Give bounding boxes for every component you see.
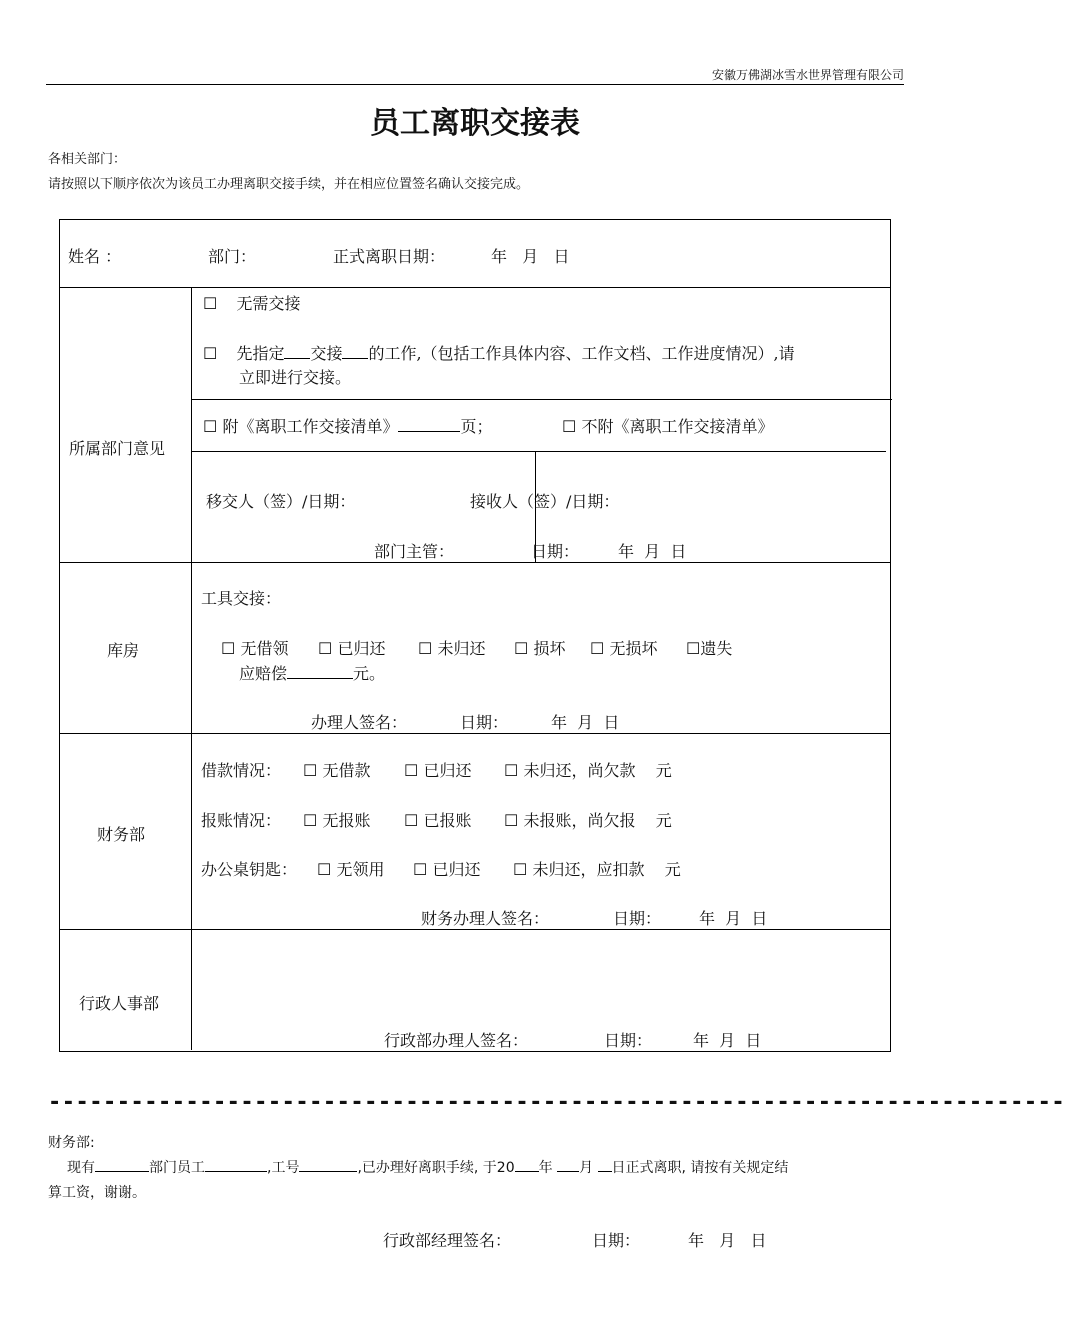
tool-option-damaged[interactable] [514,636,565,659]
tool-option-none[interactable] [221,636,288,659]
desk-key-label: 办公桌钥匙： [201,860,298,879]
supervisor-date-label: 日期： [531,542,580,561]
checkbox[interactable]: ☐ [203,294,218,313]
row-divider [59,929,890,930]
no-handover-label: 无需交接 [236,294,301,313]
warehouse-date-label: 日期： [460,713,509,732]
option-label: 未归还，尚欠款 元 [523,761,672,780]
reimb-option-none[interactable] [303,808,370,831]
admin-date-ymd: 年 月 日 [693,1031,762,1050]
checkbox[interactable]: ☐ [303,811,318,830]
key-option-not-returned[interactable] [513,857,681,880]
employee-name-field[interactable] [205,1156,267,1172]
tool-option-not-returned[interactable] [418,636,485,659]
column-divider [191,287,192,1050]
checkbox[interactable]: ☐ [590,639,605,658]
leave-date-ymd: 年 月 日 [491,247,570,266]
option-label: 未归还 [437,639,486,658]
key-option-returned[interactable] [413,857,480,880]
attach-label: 附《离职工作交接清单》 [222,417,399,436]
loan-option-none[interactable] [303,758,370,781]
month-field[interactable] [557,1156,579,1172]
tools-handover-label: 工具交接： [201,589,282,608]
loan-option-outstanding[interactable] [504,758,672,781]
option-label: 无借款 [322,761,371,780]
finance-label: 财务部 [97,825,146,844]
page-title: 员工离职交接表 [370,106,580,141]
blank-field[interactable] [284,343,310,359]
option-label: 已归还 [432,860,481,879]
checkbox[interactable]: ☐ [413,860,428,879]
checkbox[interactable]: ☐ [504,761,519,780]
notice-text: 年 [538,1160,553,1176]
designate-prefix: 先指定 [236,344,285,363]
row-divider [59,287,890,288]
notice-text: 月 [579,1160,594,1176]
row-divider [192,451,886,452]
row-divider [192,399,892,400]
option-label: 无借领 [240,639,289,658]
option-label: 损坏 [533,639,566,658]
attach-pages-label: 页； [460,417,493,436]
intro-salutation: 各相关部门： [48,152,127,167]
intro-instruction: 请按照以下顺序依次为该员工办理离职交接手续，并在相应位置签名确认交接完成。 [48,177,530,192]
checkbox[interactable]: ☐ [514,639,529,658]
option-label: 未报账，尚欠报 元 [523,811,672,830]
loan-option-returned[interactable] [404,758,471,781]
no-handover-option[interactable] [203,291,300,314]
checkbox[interactable]: ☐ [686,639,701,658]
warehouse-label: 库房 [107,641,140,660]
option-label: 无损坏 [609,639,658,658]
checkbox[interactable]: ☐ [513,860,528,879]
tear-off-separator: -------------------------------------------------------------------------- [48,1090,1065,1115]
checkbox[interactable]: ☐ [504,811,519,830]
receiver-sign-label: 接收人（签）/日期： [470,492,620,511]
option-label: 已归还 [337,639,386,658]
compensate-prefix: 应赔偿 [239,664,288,683]
checkbox[interactable]: ☐ [418,639,433,658]
compensation-line [239,661,385,684]
checkbox[interactable]: ☐ [221,639,236,658]
dept-field[interactable] [95,1156,149,1172]
checkbox[interactable]: ☐ [562,417,577,436]
designate-option[interactable] [203,341,795,364]
dept-opinion-label: 所属部门意见 [69,439,166,458]
pages-field[interactable] [398,416,460,432]
name-label: 姓名 ： [68,247,122,266]
reimb-option-done[interactable] [404,808,471,831]
option-label: 遗失 [700,639,733,658]
dept-label: 部门： [208,247,257,266]
blank-field[interactable] [342,343,368,359]
designate-line2: 立即进行交接。 [239,368,352,387]
option-label: 已归还 [423,761,472,780]
tool-option-returned[interactable] [318,636,385,659]
tool-option-undamaged[interactable] [590,636,657,659]
finance-sign-label: 财务办理人签名： [421,909,550,928]
option-label: 无领用 [336,860,385,879]
notice-line2: 算工资，谢谢。 [48,1185,146,1201]
tool-option-lost[interactable] [686,636,732,659]
year-field[interactable] [515,1156,539,1172]
designate-mid: 交接 [310,344,343,363]
admin-sign-label: 行政部办理人签名： [384,1031,529,1050]
notice-text: ,已办理好离职手续, 于20 [357,1160,515,1176]
no-attach-option[interactable] [562,414,773,437]
checkbox[interactable]: ☐ [203,344,218,363]
notice-text: ,工号 [267,1160,300,1176]
checkbox[interactable]: ☐ [203,417,218,436]
employee-id-field[interactable] [299,1156,357,1172]
manager-sign-label: 行政部经理签名： [383,1231,512,1250]
checkbox[interactable]: ☐ [404,811,419,830]
reimb-option-outstanding[interactable] [504,808,672,831]
warehouse-sign-label: 办理人签名： [311,713,408,732]
day-field[interactable] [598,1156,612,1172]
checkbox[interactable]: ☐ [303,761,318,780]
header-divider [46,84,904,85]
attach-list-option[interactable] [203,414,492,437]
compensate-suffix: 元。 [353,664,386,683]
checkbox[interactable]: ☐ [317,860,332,879]
admin-hr-label: 行政人事部 [79,994,160,1013]
option-label: 已报账 [423,811,472,830]
row-divider [59,562,890,563]
manager-date-ymd: 年 月 日 [688,1231,767,1250]
notice-body [67,1156,788,1177]
no-attach-label: 不附《离职工作交接清单》 [581,417,774,436]
company-name: 安徽万佛湖冰雪水世界管理有限公司 [711,68,904,82]
option-label: 未归还，应扣款 元 [532,860,681,879]
reimbursement-label: 报账情况： [201,811,282,830]
key-option-none[interactable] [317,857,384,880]
notice-text: 现有 [67,1160,95,1176]
notice-text: 日正式离职, 请按有关规定结 [611,1160,789,1176]
row-divider [59,733,890,734]
option-label: 无报账 [322,811,371,830]
notice-recipient: 财务部: [48,1135,95,1151]
designate-suffix: 的工作,（包括工作具体内容、工作文档、工作进度情况）,请 [368,344,795,363]
manager-date-label: 日期： [592,1231,641,1250]
finance-date-ymd: 年 月 日 [699,909,768,928]
leave-date-label: 正式离职日期： [333,247,446,266]
notice-text: 部门员工 [149,1160,205,1176]
checkbox[interactable]: ☐ [318,639,333,658]
compensation-field[interactable] [287,663,353,679]
supervisor-date-ymd: 年 月 日 [618,542,687,561]
finance-date-label: 日期： [613,909,662,928]
warehouse-date-ymd: 年 月 日 [551,713,620,732]
supervisor-label: 部门主管： [374,542,455,561]
transferor-sign-label: 移交人（签）/日期： [206,492,356,511]
admin-date-label: 日期： [604,1031,653,1050]
loan-label: 借款情况： [201,761,282,780]
checkbox[interactable]: ☐ [404,761,419,780]
